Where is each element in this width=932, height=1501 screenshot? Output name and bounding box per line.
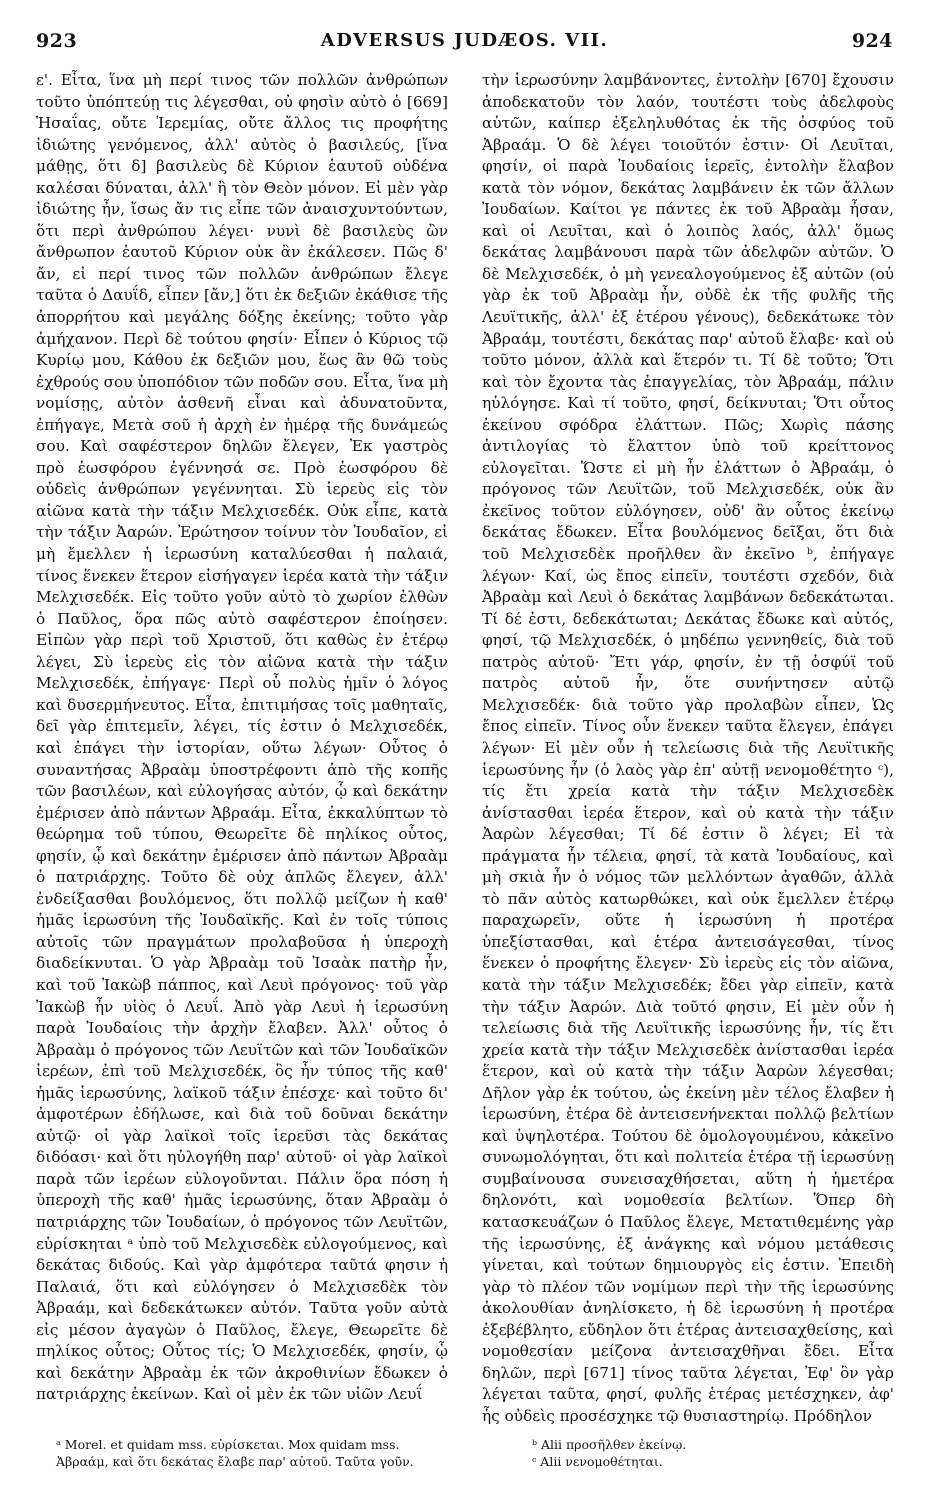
body-text-left: ε'. Εἶτα, ἵνα μὴ περί τινος τῶν πολλῶν ἀνθρώπων τοῦτο ὑπόπτεύῃ τις λέγεσθαι, οὐ φησὶν αὐτὸ ὁ [669] Ἡσαΐας, οὔτε Ἱερεμίας, οὔτε ἄλλος τις προφήτης ἰδιώτης γενόμενος, ἀλλ' αὐτὸς ὁ βασιλεύς, [ἵνα μάθῃς, ὅτι δ] βασιλεὺς δὲ Κύριον ἑαυτοῦ οὐδένα καλέσαι δύναται, ἀλλ' ἢ τὸν Θεὸν μόνον. Εἰ μὲν γὰρ ἰδιώτης ἦν, ἴσως ἄν τις εἶπε τῶν ἀναισχυντούντων, ὅτι περὶ ἀνθρώπου λέγει· νυνὶ δὲ βασιλεὺς ὢν ἄνθρωπον ἑαυτοῦ Κύριον οὐκ ἂν ἐκάλεσεν. Πῶς δ' ἄν, εἰ περί τινος τῶν πολλῶν ἀνθρώπων ἔλεγε ταῦτα ὁ Δαυΐδ, εἶπεν [ἄν,] ὅτι ἐκ δεξιῶν ἐκάθισε τῆς ἀπορρήτου καὶ μεγάλης δόξης ἐκείνης; τοῦτο γὰρ ἀμήχανον. Περὶ δὲ τούτου φησίν· Εἶπεν ὁ Κύριος τῷ Κυρίῳ μου, Κάθου ἐκ δεξιῶν μου, ἕως ἂν θῶ τοὺς ἐχθρούς σου ὑποπόδιον τῶν ποδῶν σου. Εἶτα, ἵνα μὴ νομίσῃς, αὐτὸν ἀσθενῆ εἶναι καὶ ἀδυνατοῦντα, ἐπήγαγε, Μετὰ σοῦ ἡ ἀρχὴ ἐν ἡμέρᾳ τῆς δυνάμεώς σου. Καὶ σαφέστερον δηλῶν ἔλεγεν, Ἐκ γαστρὸς πρὸ ἑωσφόρου ἐγέννησά σε. Πρὸ ἑωσφόρου δὲ οὐδεὶς ἀνθρώπων γεγέννηται. Σὺ ἱερεὺς εἰς τὸν αἰῶνα κατὰ τὴν τάξιν Μελχισεδέκ. Οὐκ εἶπε, κατὰ τὴν τάξιν Ἀαρών. Ἐρώτησον τοίνυν τὸν Ἰουδαῖον, εἰ μὴ ἔμελλεν ἡ ἱερωσύνη καταλύεσθαι ἡ παλαιά, τίνος ἕνεκεν ἕτερον εἰσήγαγεν ἱερέα κατὰ τὴν τάξιν Μελχισεδέκ. Εἰς τοῦτο γοῦν αὐτὸ τὸ χωρίον ἐλθὼν ὁ Παῦλος, ὅρα πῶς αὐτὸ σαφέστερον ἐποίησεν. Εἰπὼν γὰρ περὶ τοῦ Χριστοῦ, ὅτι καθὼς ἐν ἑτέρῳ λέγει, Σὺ ἱερεὺς εἰς τὸν αἰῶνα κατὰ τὴν τάξιν Μελχισεδέκ, ἐπήγαγε· Περὶ οὗ πολὺς ἡμῖν ὁ λόγος καὶ δυσερμήνευτος. Εἶτα, ἐπιτιμήσας τοῖς μαθηταῖς, δεῖ γὰρ ἐπιτεμεῖν, λέγει, τίς ἐστιν ὁ Μελχισεδέκ, καὶ ἐπάγει τὴν ἱστορίαν, οὕτω λέγων· Οὗτος ὁ συναντήσας Ἀβραὰμ ὑποστρέφοντι ἀπὸ τῆς κοπῆς τῶν βασιλέων, καὶ εὐλογήσας αὐτόν, ᾧ καὶ δεκάτην ἐμέρισεν ἀπὸ πάντων Ἀβραάμ. Εἶτα, ἐκκαλύπτων τὸ θεώρημα τοῦ τύπου, Θεωρεῖτε δὲ πηλίκος οὗτος, φησίν, ᾧ καὶ δεκάτην ἐμέρισεν ἀπὸ πάντων Ἀβραὰμ ὁ πατριάρχης. Τοῦτο δὲ οὐχ ἁπλῶς ἔλεγεν, ἀλλ' ἐνδείξασθαι βουλόμενος, ὅτι πολλῷ μείζων ἡ καθ' ἡμᾶς ἱερωσύνη τῆς Ἰουδαϊκῆς. Καὶ ἐν τοῖς τύποις αὐτοῖς τῶν πραγμάτων προλαβοῦσα ἡ ὑπεροχὴ διαδείκνυται. Ὁ γὰρ Ἀβραὰμ τοῦ Ἰσαὰκ πατὴρ ἦν, καὶ τοῦ Ἰακὼβ πάππος, καὶ Λευὶ πρόγονος· τοῦ γὰρ Ἰακὼβ ἦν υἱὸς ὁ Λευΐ. Ἀπὸ γὰρ Λευὶ ἡ ἱερωσύνη παρὰ Ἰουδαίοις τὴν ἀρχὴν ἔλαβεν. Ἀλλ' οὗτος ὁ Ἀβραὰμ ὁ πρόγονος τῶν Λευϊτῶν καὶ τῶν Ἰουδαϊκῶν ἱερέων, ἐπὶ τοῦ Μελχισεδέκ, ὃς ἦν τύπος τῆς καθ' ἡμᾶς ἱερωσύνης, λαϊκοῦ τάξιν ἐπέσχε· καὶ τοῦτο δι' ἀμφοτέρων ἐδήλωσε, καὶ διὰ τοῦ δοῦναι δεκάτην αὐτῷ· οἱ γὰρ λαϊκοὶ τοῖς ἱερεῦσι τὰς δεκάτας διδόασι· καὶ ὅτι ηὐλογήθη παρ' αὐτοῦ· οἱ γὰρ λαϊκοὶ παρὰ τῶν ἱερέων εὐλογοῦνται. Πάλιν ὅρα πόση ἡ ὑπεροχὴ τῆς καθ' ἡμᾶς ἱερωσύνης, ὅταν Ἀβραὰμ ὁ πατριάρχης τῶν Ἰουδαίων, ὁ πρόγονος τῶν Λευϊτῶν, εὑρίσκηται ᵃ ὑπὸ τοῦ Μελχισεδὲκ εὐλογούμενος, καὶ δεκάτας διδούς. Καὶ γὰρ ἀμφότερα ταῦτά φησιν ἡ Παλαιά, ὅτι καὶ εὐλόγησεν ὁ Μελχισεδὲκ τὸν Ἀβραάμ, καὶ δεδεκάτωκεν αὐτόν. Ταῦτα γοῦν αὐτὰ εἰς μέσον ἀγαγὼν ὁ Παῦλος, ἔλεγε, Θεωρεῖτε δὲ πηλίκος οὗτος; Οὗτος τίς; Ὁ Μελχισεδέκ, φησίν, ᾧ καὶ δεκάτην Ἀβραὰμ ἐκ τῶν ἀκροθινίων ἔδωκεν ὁ πατριάρχης ἐκείνων. Καὶ οἱ μὲν ἐκ τῶν υἱῶν Λευΐ xyxy=(36,71,448,1404)
footnotes-right xyxy=(532,1436,932,1470)
text-column-right xyxy=(482,70,894,1425)
footnotes-left xyxy=(56,1436,486,1470)
footnote-a-line1: ᵃ Morel. et quidam mss. εὑρίσκεται. Mox quidam mss. xyxy=(56,1437,400,1452)
text-column-left xyxy=(36,70,448,1410)
page-number-left: 923 xyxy=(36,30,78,52)
footnote-c: ᶜ Alii νενομοθέτηται. xyxy=(532,1454,663,1469)
footnote-b: ᵇ Alii προσῆλθεν ἐκείνῳ. xyxy=(532,1437,687,1452)
page-number-right: 924 xyxy=(851,30,893,52)
running-title: ADVERSUS JUDÆOS. VII. xyxy=(320,30,609,51)
running-header xyxy=(36,30,893,56)
footnote-a-line2: Ἀβραάμ, καὶ ὅτι δεκάτας ἔλαβε παρ' αὐτοῦ. Ταῦτα γοῦν. xyxy=(56,1454,414,1469)
body-text-right: τὴν ἱερωσύνην λαμβάνοντες, ἐντολὴν [670] ἔχουσιν ἀποδεκατοῦν τὸν λαόν, τουτέστι τοὺς ἀδελφοὺς αὐτῶν, καίπερ ἐξεληλυθότας ἐκ τῆς ὀσφύος τοῦ Ἀβραάμ. Ὁ δὲ λέγει τοιοῦτόν ἐστιν· Οἱ Λευῖται, φησίν, οἱ παρὰ Ἰουδαίοις ἱερεῖς, ἐντολὴν ἔλαβον κατὰ τὸν νόμον, δεκάτας λαμβάνειν ἐκ τῶν ἄλλων Ἰουδαίων. Καίτοι γε πάντες ἐκ τοῦ Ἀβραὰμ ἦσαν, καὶ οἱ Λευῖται, καὶ ὁ λοιπὸς λαός, ἀλλ' ὅμως δεκάτας λαμβάνουσι παρὰ τῶν ἀδελφῶν αὐτῶν. Ὁ δὲ Μελχισεδέκ, ὁ μὴ γενεαλογούμενος ἐξ αὐτῶν (οὐ γὰρ ἐκ τοῦ Ἀβραὰμ ἦν, οὐδὲ ἐκ τῆς φυλῆς τῆς Λευϊτικῆς, ἀλλ' ἐξ ἑτέρου γένους), δεδεκάτωκε τὸν Ἀβραάμ, τουτέστι, δεκάτας παρ' αὐτοῦ ἔλαβε· καὶ οὐ τοῦτο μόνον, ἀλλὰ καὶ ἕτερόν τι. Τί δὲ τοῦτο; Ὅτι καὶ τὸν ἔχοντα τὰς ἐπαγγελίας, τὸν Ἀβραάμ, πάλιν ηὐλόγησε. Καὶ τί τοῦτο, φησί, δείκνυται; Ὅτι οὗτος ἐκείνου σφόδρα ἐλάττων. Πῶς; Χωρὶς πάσης ἀντιλογίας τὸ ἔλαττον ὑπὸ τοῦ κρείττονος εὐλογεῖται. Ὥστε εἰ μὴ ἦν ἐλάττων ὁ Ἀβραάμ, ὁ πρόγονος τῶν Λευϊτῶν, τοῦ Μελχισεδέκ, οὐκ ἂν ἐκεῖνος τοῦτον εὐλόγησεν, οὐδ' ἂν οὗτος ἐκείνῳ δεκάτας ἔδωκεν. Εἶτα βουλόμενος δεῖξαι, ὅτι διὰ τοῦ Μελχισεδὲκ προῆλθεν ἂν ἐκεῖνο ᵇ, ἐπήγαγε λέγων· Καί, ὡς ἔπος εἰπεῖν, τουτέστι σχεδόν, διὰ Ἀβραὰμ καὶ Λευὶ ὁ δεκάτας λαμβάνων δεδεκάτωται. Τί δέ ἐστι, δεδεκάτωται; Δεκάτας ἔδωκε καὶ αὐτός, φησί, τῷ Μελχισεδέκ, ὁ μηδέπω γεννηθείς, διὰ τοῦ πατρὸς αὐτοῦ· Ἔτι γάρ, φησίν, ἐν τῇ ὀσφύϊ τοῦ πατρὸς αὐτοῦ ἦν, ὅτε συνήντησεν αὐτῷ Μελχισεδέκ· διὰ τοῦτο γὰρ προλαβὼν εἶπεν, Ὡς ἔπος εἰπεῖν. Τίνος οὖν ἕνεκεν ταῦτα ἔλεγεν, ἐπάγει λέγων· Εἰ μὲν οὖν ἡ τελείωσις διὰ τῆς Λευϊτικῆς ἱερωσύνης ἦν (ὁ λαὸς γὰρ ἐπ' αὐτῇ νενομοθέτητο ᶜ), τίς ἔτι χρεία κατὰ τὴν τάξιν Μελχισεδὲκ ἀνίστασθαι ἱερέα ἕτερον, καὶ οὐ κατὰ τὴν τάξιν Ἀαρὼν λέγεσθαι; Τί δέ ἐστιν ὃ λέγει; Εἰ τὰ πράγματα ἦν τέλεια, φησί, τὰ κατὰ Ἰουδαίους, καὶ μὴ σκιὰ ἦν ὁ νόμος τῶν μελλόντων ἀγαθῶν, ἀλλὰ τὸ πᾶν αὐτὸς κατωρθώκει, καὶ οὐκ ἔμελλεν ἑτέρῳ παραχωρεῖν, οὔτε ἡ ἱερωσύνη ἡ προτέρα ὑπεξίστασθαι, καὶ ἑτέρα ἀντεισάγεσθαι, τίνος ἕνεκεν ὁ προφήτης ἔλεγεν· Σὺ ἱερεὺς εἰς τὸν αἰῶνα, κατὰ τὴν τάξιν Μελχισεδέκ; ἔδει γὰρ εἰπεῖν, κατὰ τὴν τάξιν Ἀαρών. Διὰ τοῦτό φησιν, Εἰ μὲν οὖν ἡ τελείωσις διὰ τῆς Λευϊτικῆς ἱερωσύνης ἦν, τίς ἔτι χρεία κατὰ τὴν τάξιν Μελχισεδὲκ ἀνίστασθαι ἱερέα ἕτερον, καὶ οὐ κατὰ τὴν τάξιν Ἀαρὼν λέγεσθαι; Δῆλον γὰρ ἐκ τούτου, ὡς ἐκείνη μὲν τέλος ἔλαβεν ἡ ἱερωσύνη, ἑτέρα δὲ ἀντεισενήνεκται πολλῷ βελτίων καὶ ὑψηλοτέρα. Τούτου δὲ ὁμολογουμένου, κἀκεῖνο συνωμολόγηται, ὅτι καὶ πολιτεία ἑτέρα τῇ ἱερωσύνῃ συμβαίνουσα συνεισαχθήσεται, αὕτη ἡ ἡμετέρα δηλονότι, καὶ νομοθεσία βελτίων. Ὅπερ δὴ κατασκευάζων ὁ Παῦλος ἔλεγε, Μετατιθεμένης γὰρ τῆς ἱερωσύνης, ἐξ ἀνάγκης καὶ νόμου μετάθεσις γίνεται, καὶ τούτων δημιουργὸς εἰς ἐστιν. Ἐπειδὴ γὰρ τὸ πλέον τῶν νομίμων περὶ τὴν τῆς ἱερωσύνης ἀκολουθίαν ἀνηλίσκετο, ἡ δὲ ἱερωσύνη ἡ προτέρα ἐξεβέβλητο, εὔδηλον ὅτι ἑτέρας ἀντεισαχθείσης, καὶ νομοθεσίαν μείζονα ἀντεισαχθῆναι ἔδει. Εἶτα δηλῶν, περὶ [671] τίνος ταῦτα λέγεται, Ἐφ' ὃν γὰρ λέγεται ταῦτα, φησί, φυλῆς ἑτέρας μετέσχηκεν, ἀφ' ἧς οὐδεὶς προσέσχηκε τῷ θυσιαστηρίῳ. Πρόδηλον xyxy=(482,71,894,1425)
footnotes xyxy=(36,1436,895,1486)
